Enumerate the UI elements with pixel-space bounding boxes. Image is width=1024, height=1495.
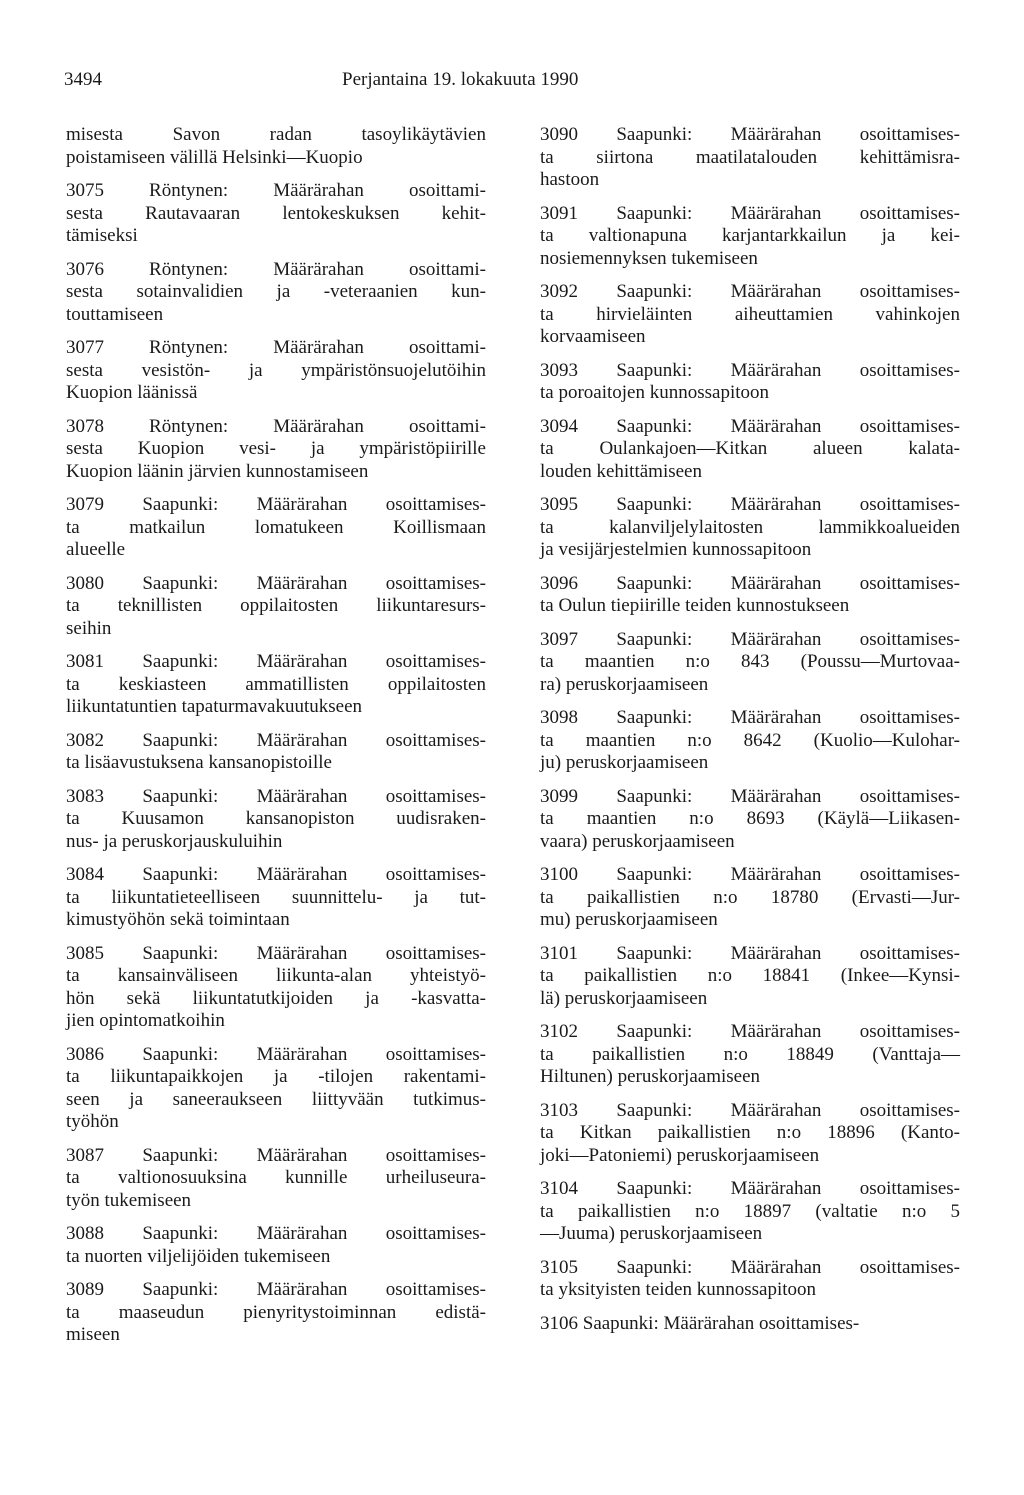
motion-entry [540,573,960,618]
motion-entry [540,943,960,1011]
text-line: vaara) peruskorjaamiseen [540,830,735,852]
motion-entry [540,629,960,697]
text-line: 3106 Saapunki: Määrärahan osoittamises- [540,1312,860,1334]
text-line: ta paikallistien n:o 18897 (valtatie n:o 5 [540,1200,960,1222]
text-line: ta maantien n:o 8693 (Käylä—Liikasen- [540,808,960,829]
text-line: ta Kitkan paikallistien n:o 18896 (Kanto- [540,1122,960,1143]
text-line: ta paikallistien n:o 18849 (Vanttaja— [540,1043,960,1065]
text-line: mu) peruskorjaamiseen [540,909,718,930]
text-line: seen ja saneeraukseen liittyvään tutkimus- [66,1088,486,1110]
text-line: 3098 Saapunki: Määrärahan osoittamises- [540,707,960,728]
text-line: ta maantien n:o 8642 (Kuolio—Kulohar- [540,729,960,751]
text-line: ta liikuntapaikkojen ja -tilojen rakentami- [66,1066,486,1087]
text-line: ta nuorten viljelijöiden tukemiseen [66,1245,331,1267]
text-line: ta yksityisten teiden kunnossapitoon [540,1279,817,1300]
text-line: 3093 Saapunki: Määrärahan osoittamises- [540,359,960,381]
text-line: 3104 Saapunki: Määrärahan osoittamises- [540,1178,960,1199]
text-line: alueelle [66,539,126,560]
text-line: 3100 Saapunki: Määrärahan osoittamises- [540,864,960,885]
text-line: ta kalanviljelylaitosten lammikkoalueiden [540,516,960,538]
text-line: 3105 Saapunki: Määrärahan osoittamises- [540,1256,960,1278]
motion-entry [66,864,486,932]
text-line: 3101 Saapunki: Määrärahan osoittamises- [540,942,960,964]
motion-entry [540,124,960,192]
text-line: ja vesijärjestelmien kunnossapitoon [540,539,812,560]
motion-entry [540,1100,960,1168]
text-line: ta valtionosuuksina kunnille urheiluseura- [66,1167,486,1188]
text-line: ta lisäavustuksena kansanopistoille [66,752,332,773]
text-line: 3092 Saapunki: Määrärahan osoittamises- [540,281,960,302]
motion-entry [66,1279,486,1347]
text-line: 3080 Saapunki: Määrärahan osoittamises- [66,572,486,594]
text-line: ta valtionapuna karjantarkkailun ja kei- [540,225,960,246]
text-line: sesta Kuopion vesi- ja ympäristöpiirille [66,438,486,459]
motion-entry [66,259,486,327]
text-line: 3090 Saapunki: Määrärahan osoittamises- [540,124,960,145]
motion-entry [540,281,960,349]
text-line: 3084 Saapunki: Määrärahan osoittamises- [66,864,486,885]
page-date-header: Perjantaina 19. lokakuuta 1990 [342,69,579,90]
motion-entry [66,494,486,562]
text-line: lä) peruskorjaamiseen [540,987,708,1009]
text-line: poistamiseen välillä Helsinki—Kuopio [66,146,363,168]
text-line: hastoon [540,169,600,190]
text-line: 3081 Saapunki: Määrärahan osoittamises- [66,651,486,672]
motion-entry [540,1021,960,1089]
motion-entry [540,786,960,854]
text-line: kimustyöhön sekä toimintaan [66,909,290,930]
motion-entry [66,786,486,854]
text-line: —Juuma) peruskorjaamiseen [540,1223,763,1244]
text-line: tämiseksi [66,225,138,246]
text-line: ta Oulun tiepiirille teiden kunnostukseen [540,595,850,616]
text-line: nosiemennyksen tukemiseen [540,247,758,269]
text-line: Hiltunen) peruskorjaamiseen [540,1066,761,1087]
page-number: 3494 [64,69,102,90]
text-line: 3078 Röntynen: Määrärahan osoittami- [66,415,486,437]
text-line: 3094 Saapunki: Määrärahan osoittamises- [540,415,960,437]
text-line: ju) peruskorjaamiseen [540,752,709,773]
text-line: sesta Rautavaaran lentokeskuksen kehit- [66,202,486,224]
text-line: Kuopion läänin järvien kunnostamiseen [66,460,369,482]
text-line: ta liikuntatieteelliseen suunnittelu- ja tut- [66,886,486,908]
text-line: nus- ja peruskorjauskuluihin [66,830,283,852]
motion-entry [66,1223,486,1268]
text-line: 3091 Saapunki: Määrärahan osoittamises- [540,202,960,224]
motion-entry [540,1257,960,1302]
text-line: 3086 Saapunki: Määrärahan osoittamises- [66,1043,486,1065]
text-line: ta Kuusamon kansanopiston uudisraken- [66,808,486,829]
text-line: louden kehittämiseen [540,460,702,482]
motion-entry [540,1313,960,1336]
text-line: sesta vesistön- ja ympäristönsuojelutöihin [66,359,486,381]
text-line: joki—Patoniemi) peruskorjaamiseen [540,1144,820,1166]
text-line: 3082 Saapunki: Määrärahan osoittamises- [66,729,486,751]
text-line: 3103 Saapunki: Määrärahan osoittamises- [540,1099,960,1121]
text-line: ra) peruskorjaamiseen [540,673,709,695]
text-line: ta maaseudun pienyritystoiminnan edistä- [66,1301,486,1323]
right-column [540,124,960,1346]
motion-entry [66,180,486,248]
text-line: 3088 Saapunki: Määrärahan osoittamises- [66,1223,486,1244]
text-line: 3076 Röntynen: Määrärahan osoittami- [66,258,486,280]
motion-entry [66,651,486,719]
text-line: korvaamiseen [540,326,646,347]
text-line: 3096 Saapunki: Määrärahan osoittamises- [540,572,960,594]
text-line: ta hirvieläinten aiheuttamien vahinkojen [540,303,960,325]
text-line: ta siirtona maatilatalouden kehittämisra- [540,146,960,168]
text-line: liikuntatuntien tapaturmavakuutukseen [66,696,363,717]
text-line: 3077 Röntynen: Määrärahan osoittami- [66,337,486,358]
text-line: 3079 Saapunki: Määrärahan osoittamises- [66,494,486,515]
text-line: seihin [66,617,112,639]
text-line: ta maantien n:o 843 (Poussu—Murtovaa- [540,651,960,672]
text-line: 3089 Saapunki: Määrärahan osoittamises- [66,1279,486,1300]
motion-entry [540,707,960,775]
text-line: 3075 Röntynen: Määrärahan osoittami- [66,180,486,201]
motion-entry [540,494,960,562]
text-line: 3099 Saapunki: Määrärahan osoittamises- [540,785,960,807]
text-line: misesta Savon radan tasoylikäytävien [66,124,486,145]
motion-entry [66,337,486,405]
text-line: 3095 Saapunki: Määrärahan osoittamises- [540,494,960,515]
text-line: ta kansainväliseen liikunta-alan yhteistyö- [66,965,486,986]
motion-entry [540,416,960,484]
motion-entry [540,360,960,405]
text-line: ta matkailun lomatukeen Koillismaan [66,516,486,538]
left-column [66,124,486,1358]
text-line: miseen [66,1324,120,1345]
motion-entry [66,1145,486,1213]
text-line: ta Oulankajoen—Kitkan alueen kalata- [540,438,960,459]
text-line: 3083 Saapunki: Määrärahan osoittamises- [66,785,486,807]
motion-entry [540,864,960,932]
text-line: ta poroaitojen kunnossapitoon [540,382,770,403]
motion-entry [540,1178,960,1246]
motion-entry [66,124,486,169]
text-line: hön sekä liikuntatutkijoiden ja -kasvatta- [66,987,486,1009]
text-line: työn tukemiseen [66,1189,192,1211]
motion-entry [66,943,486,1033]
text-line: 3085 Saapunki: Määrärahan osoittamises- [66,942,486,964]
text-line: ta paikallistien n:o 18841 (Inkee—Kynsi- [540,965,960,986]
text-line: ta keskiasteen ammatillisten oppilaitosten [66,673,486,695]
motion-entry [540,203,960,271]
text-line: työhön [66,1111,119,1132]
motion-entry [66,730,486,775]
text-line: Kuopion läänissä [66,382,198,403]
text-line: 3097 Saapunki: Määrärahan osoittamises- [540,628,960,650]
motion-entry [66,573,486,641]
text-line: ta teknillisten oppilaitosten liikuntaresurs- [66,595,486,616]
text-line: 3102 Saapunki: Määrärahan osoittamises- [540,1021,960,1042]
text-line: 3087 Saapunki: Määrärahan osoittamises- [66,1144,486,1166]
text-line: sesta sotainvalidien ja -veteraanien kun- [66,281,486,302]
motion-entry [66,1044,486,1134]
motion-entry [66,416,486,484]
text-line: jien opintomatkoihin [66,1010,225,1031]
text-line: ta paikallistien n:o 18780 (Ervasti—Jur- [540,886,960,908]
text-line: touttamiseen [66,303,164,325]
